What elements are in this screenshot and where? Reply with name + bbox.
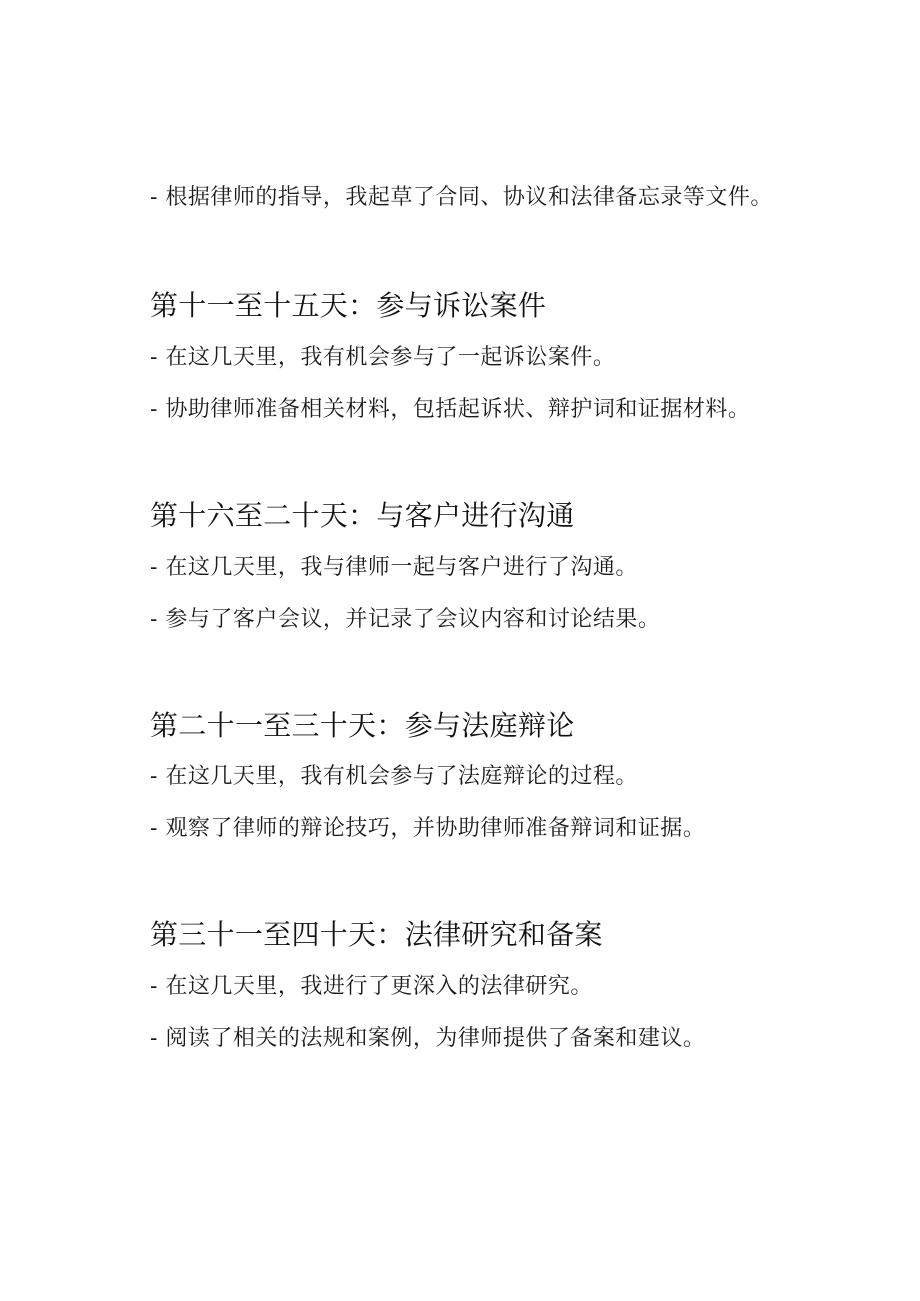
list-item: - 在这几天里，我有机会参与了法庭辩论的过程。 xyxy=(150,764,638,789)
list-item: - 协助律师准备相关材料，包括起诉状、辩护词和证据材料。 xyxy=(150,397,751,422)
section-heading-days-21-30: 第二十一至三十天：参与法庭辩论 xyxy=(150,709,575,742)
list-item: - 在这几天里，我进行了更深入的法律研究。 xyxy=(150,974,593,999)
intro-list-item: - 根据律师的指导，我起草了合同、协议和法律备忘录等文件。 xyxy=(150,185,773,210)
section-heading-days-16-20: 第十六至二十天：与客户进行沟通 xyxy=(150,499,575,532)
list-item: - 在这几天里，我与律师一起与客户进行了沟通。 xyxy=(150,555,638,580)
list-item: - 观察了律师的辩论技巧，并协助律师准备辩词和证据。 xyxy=(150,816,706,841)
list-item: - 参与了客户会议，并记录了会议内容和讨论结果。 xyxy=(150,607,661,632)
section-heading-days-31-40: 第三十一至四十天：法律研究和备案 xyxy=(150,918,603,951)
list-item: - 阅读了相关的法规和案例，为律师提供了备案和建议。 xyxy=(150,1026,706,1051)
list-item: - 在这几天里，我有机会参与了一起诉讼案件。 xyxy=(150,345,616,370)
section-heading-days-11-15: 第十一至十五天：参与诉讼案件 xyxy=(150,289,547,322)
